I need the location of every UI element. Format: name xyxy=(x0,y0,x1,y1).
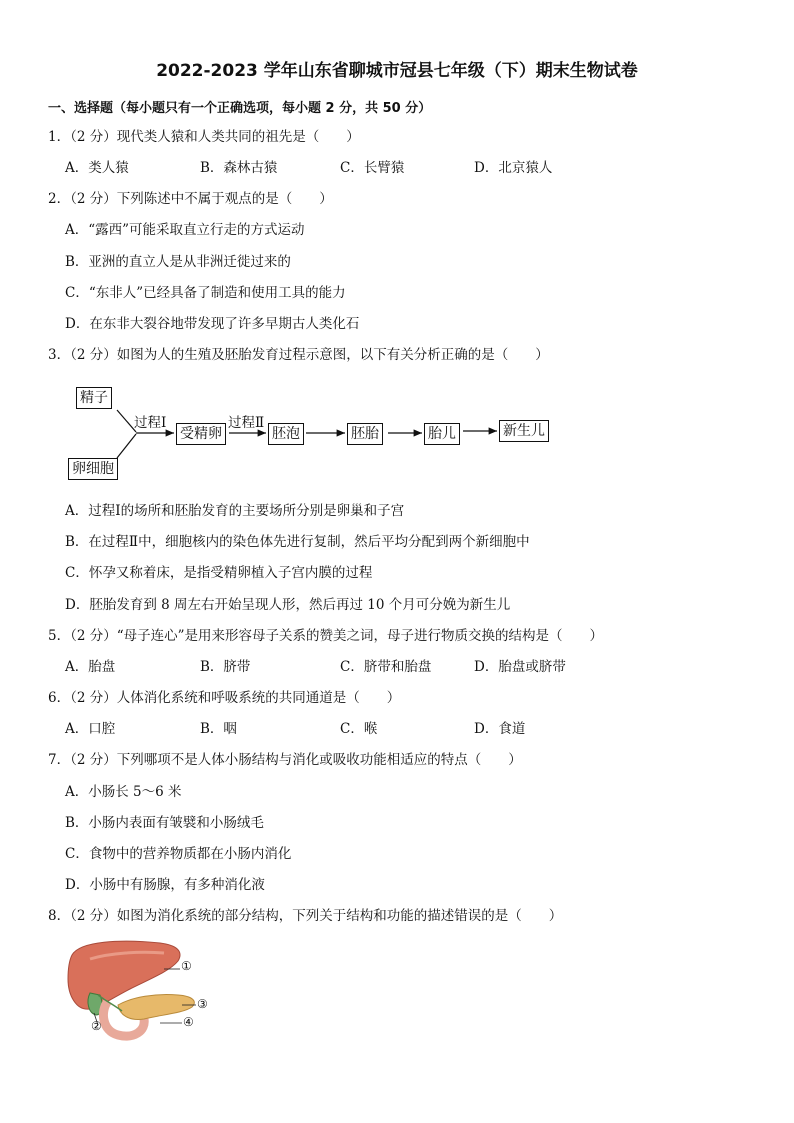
question-3-option-a[interactable]: A．过程Ⅰ的场所和胚胎发育的主要场所分别是卵巢和子宫 xyxy=(65,503,405,519)
liver-pancreas-illustration xyxy=(60,935,220,1045)
question-6-option-c[interactable]: C．喉 xyxy=(340,721,378,737)
question-2-option-a[interactable]: A．“露西”可能采取直立行走的方式运动 xyxy=(65,222,305,238)
question-3-option-d[interactable]: D．胚胎发育到 8 周左右开始呈现人形，然后再过 10 个月可分娩为新生儿 xyxy=(65,597,511,613)
question-7-option-a[interactable]: A．小肠长 5～6 米 xyxy=(65,784,182,800)
question-5-option-b[interactable]: B．脐带 xyxy=(200,659,251,675)
label-1: ① xyxy=(181,959,192,973)
question-1-stem: 1．（2 分）现代类人猿和人类共同的祖先是（ ） xyxy=(48,129,360,145)
egg-box: 卵细胞 xyxy=(68,458,118,480)
label-3: ③ xyxy=(197,997,208,1011)
section-heading: 一、选择题（每小题只有一个正确选项，每小题 2 分，共 50 分） xyxy=(48,101,432,116)
question-1-option-b[interactable]: B．森林古猿 xyxy=(200,160,278,176)
digestive-organs-figure xyxy=(60,935,220,1045)
fetus-box: 胎儿 xyxy=(424,423,460,445)
newborn-box: 新生儿 xyxy=(499,420,549,442)
question-3-stem: 3．（2 分）如图为人的生殖及胚胎发育过程示意图，以下有关分析正确的是（ ） xyxy=(48,347,549,363)
page-title: 2022-2023 学年山东省聊城市冠县七年级（下）期末生物试卷 xyxy=(156,61,638,81)
question-1-option-a[interactable]: A．类人猿 xyxy=(65,160,129,176)
question-3-option-b[interactable]: B．在过程Ⅱ中，细胞核内的染色体先进行复制，然后平均分配到两个新细胞中 xyxy=(65,534,530,550)
question-7-option-d[interactable]: D．小肠中有肠腺，有多种消化液 xyxy=(65,877,265,893)
process1-label: 过程Ⅰ xyxy=(134,415,167,431)
question-5-option-c[interactable]: C．脐带和胎盘 xyxy=(340,659,432,675)
question-2-stem: 2．（2 分）下列陈述中不属于观点的是（ ） xyxy=(48,191,333,207)
egg-line xyxy=(117,434,136,458)
question-2-option-c[interactable]: C．“东非人”已经具备了制造和使用工具的能力 xyxy=(65,285,346,301)
question-2-option-d[interactable]: D．在东非大裂谷地带发现了许多早期古人类化石 xyxy=(65,316,360,332)
blastocyst-box: 胚泡 xyxy=(268,423,304,445)
question-6-option-d[interactable]: D．食道 xyxy=(474,721,526,737)
question-5-stem: 5．（2 分）“母子连心”是用来形容母子关系的赞美之词，母子进行物质交换的结构是（ ） xyxy=(48,628,604,644)
question-6-option-a[interactable]: A．口腔 xyxy=(65,721,116,737)
question-7-option-c[interactable]: C．食物中的营养物质都在小肠内消化 xyxy=(65,846,292,862)
question-1-option-d[interactable]: D．北京猿人 xyxy=(474,160,553,176)
question-2-option-b[interactable]: B．亚洲的直立人是从非洲迁徙过来的 xyxy=(65,254,291,270)
question-7-stem: 7．（2 分）下列哪项不是人体小肠结构与消化或吸收功能相适应的特点（ ） xyxy=(48,752,522,768)
question-3-option-c[interactable]: C．怀孕又称着床，是指受精卵植入子宫内膜的过程 xyxy=(65,565,373,581)
question-8-stem: 8．（2 分）如图为消化系统的部分结构，下列关于结构和功能的描述错误的是（ ） xyxy=(48,908,563,924)
question-1-option-c[interactable]: C．长臂猿 xyxy=(340,160,405,176)
sperm-box: 精子 xyxy=(76,387,112,409)
question-5-option-d[interactable]: D．胎盘或脐带 xyxy=(474,659,566,675)
zygote-box: 受精卵 xyxy=(176,423,226,445)
label-2: ② xyxy=(91,1019,102,1033)
question-7-option-b[interactable]: B．小肠内表面有皱襞和小肠绒毛 xyxy=(65,815,264,831)
question-6-option-b[interactable]: B．咽 xyxy=(200,721,237,737)
label-4: ④ xyxy=(183,1015,194,1029)
process2-label: 过程Ⅱ xyxy=(228,415,265,431)
question-5-option-a[interactable]: A．胎盘 xyxy=(65,659,116,675)
embryo-box: 胚胎 xyxy=(347,423,383,445)
question-6-stem: 6．（2 分）人体消化系统和呼吸系统的共同通道是（ ） xyxy=(48,690,401,706)
